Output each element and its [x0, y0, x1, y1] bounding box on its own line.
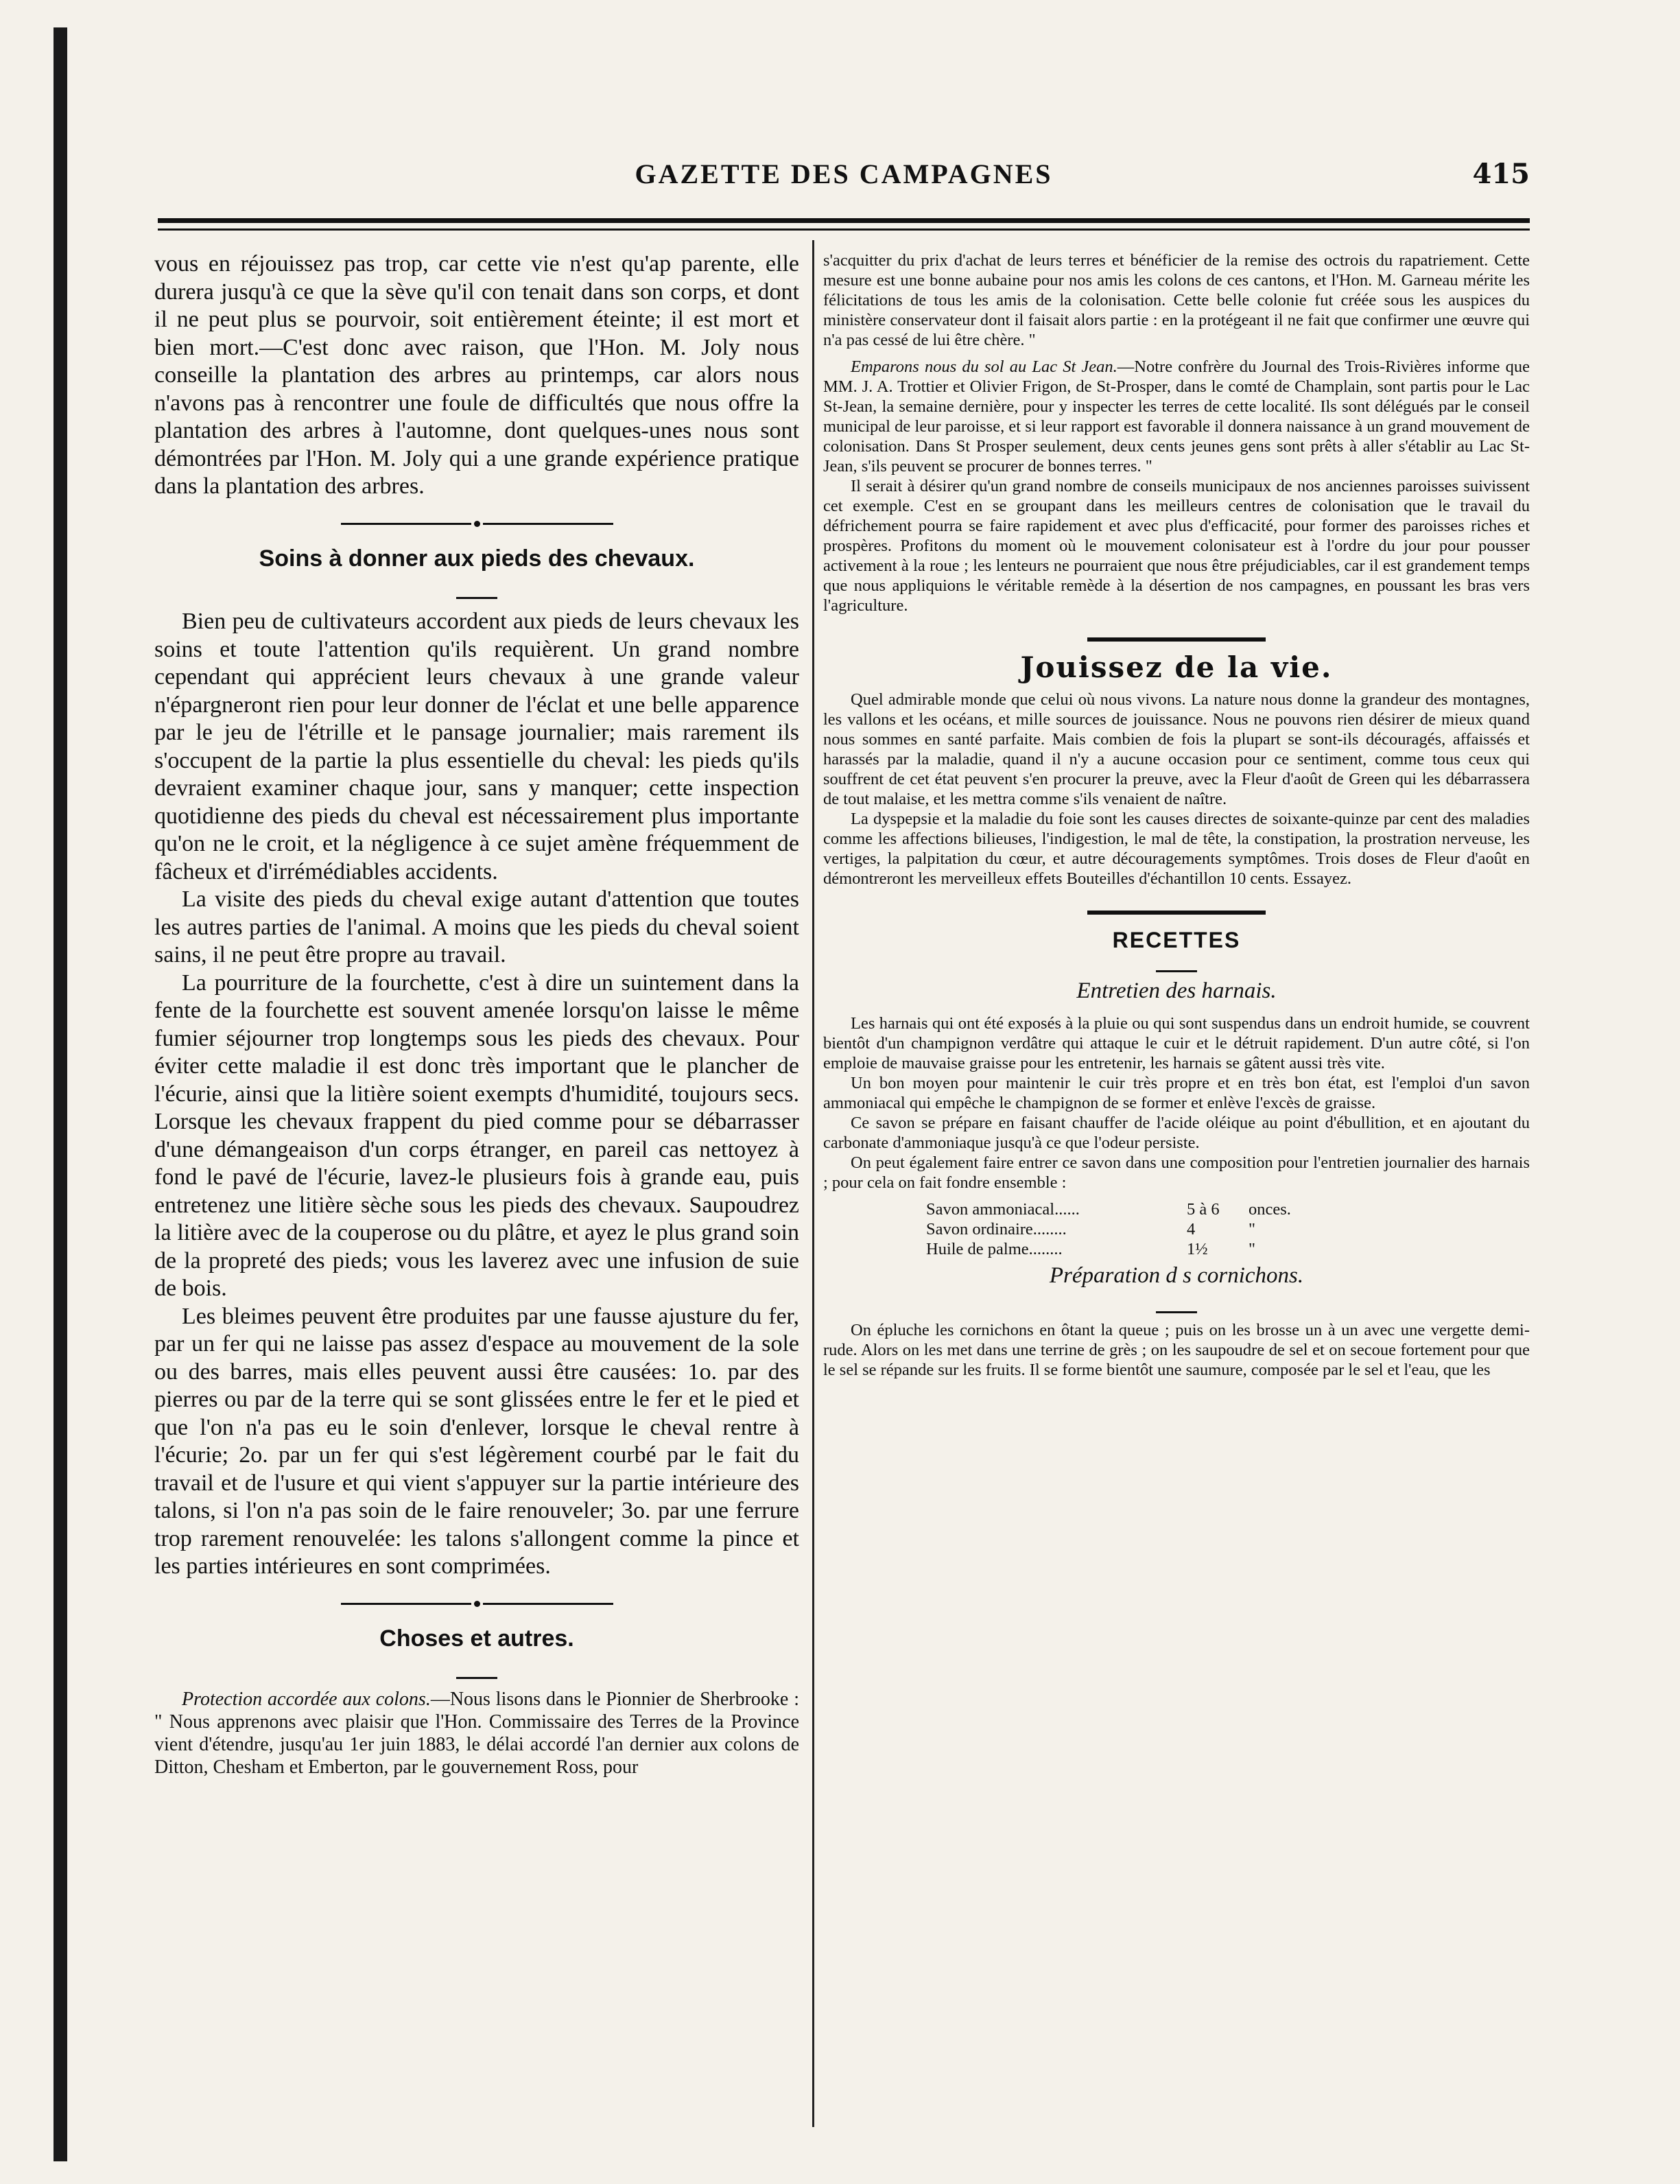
- page-header: [158, 158, 1530, 199]
- recipe-item: Savon ammoniacal......: [926, 1200, 1080, 1219]
- heading-harnais: Entretien des harnais.: [1076, 978, 1277, 1003]
- paragraph: On peut également faire entrer ce savon dans une composition pour l'entretien journalier des harnais ; pour cela on fait fondre ensemble :: [823, 1153, 1530, 1192]
- paragraph-intro: vous en réjouissez pas trop, car cette vie n'est qu'ap parente, elle durera jusqu'à ce que la sève qu'il con tenait dans son corps, et dont il ne peut plus se pourvoir, soit entièrement éteinte; il est mort et bien mort.—C'est donc avec raison, que l'Hon. M. Joly nous conseille la plantation des arbres au printemps, car alors nous n'avons pas à rencontrer une foule de difficultés que nous offre la plantation des arbres à l'automne, dont quelques-unes nous sont démontrées par l'Hon. M. Joly qui a une grande expérience pratique dans la plantation des arbres.: [154, 251, 799, 499]
- heading-cornichons: Préparation d s cornichons.: [1049, 1263, 1304, 1288]
- recipe-row: [926, 1199, 1530, 1219]
- recipe-item: Savon ordinaire........: [926, 1220, 1067, 1238]
- lead-protection: Protection accordée aux colons.: [182, 1689, 431, 1710]
- paragraph: Ce savon se prépare en faisant chauffer de l'acide oléique au point d'ébullition, et en ajoutant du carbonate d'ammoniaque jusqu'à ce que l'odeur persiste.: [823, 1114, 1530, 1152]
- left-column: [154, 250, 799, 1778]
- binding-edge: [54, 27, 67, 2161]
- column-divider: [812, 240, 814, 2127]
- paragraph: Un bon moyen pour maintenir le cuir très propre et en très bon état, est l'emploi d'un savon ammoniacal qui empêche le champignon de se former et enlève l'excès de graisse.: [823, 1074, 1530, 1112]
- recipe-unit: ": [1249, 1220, 1256, 1238]
- right-column: [823, 250, 1530, 1380]
- heading-soins: Soins à donner aux pieds des chevaux.: [259, 545, 695, 572]
- paragraph: Il serait à désirer qu'un grand nombre de conseils municipaux de nos anciennes paroisses suivissent cet exemple. C'est en se groupant dans les meilleurs centres de colonisation que le travail du défrichement pourra se faire rapidement et avec plus d'efficacité, pour former des paroisses riches et prospères. Profitons du moment où le mouvement colonisateur est à l'ordre du jour pour pousser activement à la roue ; les lenteurs ne pourraient que nous être préjudiciables, car il est grandement temps que nous appliquions le véritable remède à la désertion de nos campagnes, en poussant les bras vers l'agriculture.: [823, 477, 1530, 615]
- recipe-table: [926, 1199, 1530, 1259]
- paragraph: La pourriture de la fourchette, c'est à dire un suintement dans la fente de la fourchette est souvent amenée lorsqu'on laisse le même fumier séjourner trop longtemps sous les pieds des chevaux. Pour éviter cette maladie il est donc très important que le plancher de l'écurie, ainsi que la litière soient exempts d'humidité, toujours secs. Lorsque les chevaux frappent du pied comme pour se débarrasser d'une démangeaison d'un corps étranger, en pareil cas nettoyez à fond le pavé de l'écurie, lavez-le plusieurs fois à grande eau, puis entretenez une litière sèche sous les pieds des chevaux. Saupoudrez la litière avec de la couperose ou du plâtre, et ayez le plus grand soin de la propreté des pieds; vous les laverez avec une infusion de suie de bois.: [154, 970, 799, 1301]
- paragraph: Bien peu de cultivateurs accordent aux pieds de leurs chevaux les soins et toute l'attention qu'ils requièrent. Un grand nombre cependant qui apprécient leurs chevaux à une grande valeur n'épargneront rien pour leur donner de l'éclat et une belle apparence par le jeu de l'étrille et le pansage journalier; mais rarement ils s'occupent de la partie la plus essentielle du cheval: les pieds qu'ils devraient examiner chaque jour, sans y manquer; cette inspection quotidienne des pieds du cheval est nécessairement plus importante qu'on ne le croit, et la négligence à ce sujet amène fréquemment de fâcheux et d'irrémédiables accidents.: [154, 609, 799, 884]
- heading-recettes: RECETTES: [1112, 928, 1241, 952]
- recipe-unit: ": [1249, 1240, 1256, 1258]
- header-rule-thin: [158, 228, 1530, 231]
- header-rule-thick: [158, 218, 1530, 223]
- heading-jouissez: Jouissez de la vie.: [1020, 650, 1333, 684]
- recipe-unit: onces.: [1249, 1200, 1291, 1219]
- section-separator: [154, 509, 799, 537]
- recipe-qty: 1½: [1187, 1240, 1208, 1258]
- recipe-row: [926, 1219, 1530, 1239]
- text-lac: —Notre confrère du Journal des Trois-Rivières informe que MM. J. A. Trottier et Olivier Frigon, de St-Prosper, dans le comté de Champlain, sont partis pour le Lac St-Jean, la semaine dernière, pour y inspecter les terres de cette localité. Ils sont délégués par le conseil municipal de leur paroisse, et si leur rapport est favorable il donnera naissance à un grand mouvement de colonisation. Dans St Prosper seulement, deux cents jeunes gens sont prêts à aller s'établir au Lac St-Jean, s'ils peuvent se procurer de bonnes terres. ": [823, 357, 1530, 475]
- paragraph: On épluche les cornichons en ôtant la queue ; puis on les brosse un à un avec une vergette demi-rude. Alors on les met dans une terrine de grès ; on les saupoudre de sel et on secoue fortement pour que le sel se répande sur les fruits. Il se forme bientôt une saumure, composée par le sel et l'eau, que les: [823, 1321, 1530, 1379]
- paragraph: Les harnais qui ont été exposés à la pluie ou qui sont suspendus dans un endroit humide, se couvrent bientôt d'un champignon verdâtre qui attaque le cuir et le détruit rapidement. D'un autre côté, si l'on emploie de mauvaise graisse pour les entretenir, les harnais se gâtent aussi très vite.: [823, 1014, 1530, 1072]
- page-number: 415: [1472, 158, 1530, 190]
- heading-choses: Choses et autres.: [379, 1625, 574, 1652]
- paragraph: s'acquitter du prix d'achat de leurs terres et bénéficier de la remise des octrois du rapatriement. Cette mesure est une bonne aubaine pour nos amis les colons de ces cantons, et l'Hon. M. Garneau mérite les félicitations de tous les amis de la colonisation. Cette belle colonie fut créée sous les auspices du ministère conservateur dont il faisait alors partie : en la protégeant il ne fait que confirmer une œuvre qui n'a pas cessé de lui être chère. ": [823, 251, 1530, 349]
- recipe-row: [926, 1239, 1530, 1259]
- text-protection: —Nous lisons dans le Pionnier de Sherbrooke : " Nous apprenons avec plaisir que l'Hon. Commissaire des Terres de la Province vient d'étendre, jusqu'au 1er juin 1883, le délai accordé l'an dernier aux colons de Ditton, Chesham et Emberton, par le gouvernement Ross, pour: [154, 1689, 799, 1778]
- recipe-qty: 5 à 6: [1187, 1200, 1220, 1219]
- section-separator: [823, 900, 1530, 919]
- recipe-qty: 4: [1187, 1220, 1196, 1238]
- paragraph: La dyspepsie et la maladie du foie sont les causes directes de soixante-quinze par cent des maladies comme les affections bilieuses, l'indigestion, le mal de tête, la constipation, la prostration nerveuse, les vertiges, la palpitation du cœur, et autre découragements symptômes. Trois doses de Fleur d'août en démontreront les merveilleux effets Bouteilles d'échantillon 10 cents. Essayez.: [823, 810, 1530, 888]
- paragraph-lac: [823, 357, 1530, 476]
- short-rule: [823, 957, 1530, 977]
- paragraph: Quel admirable monde que celui où nous vivons. La nature nous donne la grandeur des montagnes, les vallons et les océans, et mille sources de jouissance. Nous ne pouvons rien désirer de mieux quand nous sommes en santé parfaite. Mais combien de fois la plupart se sont-ils découragés, affaissés et harassés par la maladie, quand il n'y a aucune occasion pour ce sentiment, comme tous ceux qui souffrent de cet état peuvent s'en procurer la preuve, avec la Fleur d'août de Green qui les débarrassera de tout malaise, et les mettra comme s'ils venaient de naître.: [823, 690, 1530, 808]
- page-title: GAZETTE DES CAMPAGNES: [635, 158, 1053, 189]
- section-separator: [154, 1589, 799, 1617]
- short-rule: [154, 578, 799, 607]
- short-rule: [154, 1658, 799, 1687]
- section-separator: [823, 626, 1530, 646]
- lead-lac: Emparons nous du sol au Lac St Jean.: [851, 357, 1117, 376]
- paragraph-protection: [154, 1688, 799, 1778]
- short-rule: [823, 1298, 1530, 1318]
- paragraph: La visite des pieds du cheval exige autant d'attention que toutes les autres parties de l'animal. A moins que les pieds du cheval soient sains, il ne peut être propre au travail.: [154, 886, 799, 967]
- paragraph: Les bleimes peuvent être produites par une fausse ajusture du fer, par un fer qui ne laisse pas assez d'espace au mouvement de la sole ou des barres, mais elles peuvent aussi être causées: 1o. par des pierres ou par de la terre qui se sont glissées entre le fer et le pied et que l'on n'a pas eu le soin d'enlever, lorsque le cheval rentre à l'écurie; 2o. par un fer qui s'est légèrement courbé par le fait du travail et de l'usure et qui vient s'appuyer sur la partie intérieure des talons, si l'on n'a pas soin de le faire renouveler; 3o. par une ferrure trop rarement renouvelée: les talons s'allongent comme la pince et les parties intérieures en sont comprimées.: [154, 1303, 799, 1579]
- recipe-item: Huile de palme........: [926, 1240, 1063, 1258]
